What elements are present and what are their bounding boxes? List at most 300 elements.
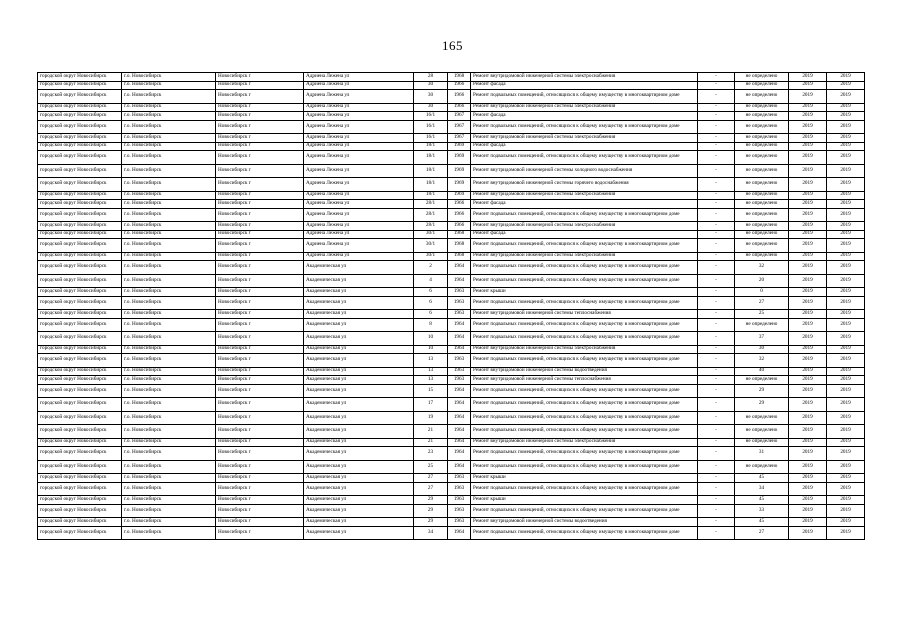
work-type-cell: Ремонт фасада [471, 230, 698, 239]
work-type-cell: Ремонт фасада [471, 112, 698, 121]
table-row [38, 496, 865, 505]
cost-cell: не определено [735, 112, 789, 121]
street-cell: Адриена Лежена ул [304, 191, 414, 200]
build-year-cell: 1964 [448, 274, 471, 288]
municipal-district-cell: городской округ Новосибирск [38, 526, 122, 540]
work-type-cell: Ремонт подвальных помещений, относящихся к общему имуществу в многоквартирном доме [471, 239, 698, 253]
municipal-district-cell: городской округ Новосибирск [38, 103, 122, 112]
build-year-cell: 1964 [448, 384, 471, 398]
work-type-cell: Ремонт внутридомовой инженерной системы электроснабжения [471, 438, 698, 447]
city-cell: Новосибирск г [216, 252, 304, 261]
work-type-cell: Ремонт подвальных помещений, относящихся к общему имуществу в многоквартирном доме [471, 354, 698, 368]
cost-cell: не определено [735, 200, 789, 209]
city-cell: Новосибирск г [216, 288, 304, 297]
municipal-district-cell: городской округ Новосибирск [38, 164, 122, 178]
planned-end-year-cell: 2019 [827, 384, 865, 398]
planned-end-year-cell: 2019 [827, 367, 865, 376]
build-year-cell: 1963 [448, 496, 471, 505]
planned-start-year-cell: 2019 [789, 252, 827, 261]
build-year-cell: 1966 [448, 90, 471, 104]
planned-end-year-cell: 2019 [827, 526, 865, 540]
settlement-cell: г.о. Новосибирск [122, 222, 216, 231]
city-cell: Новосибирск г [216, 345, 304, 354]
street-cell: Академическая ул [304, 384, 414, 398]
planned-end-year-cell: 2019 [827, 376, 865, 385]
build-year-cell: 1966 [448, 81, 471, 90]
cost-cell: не определено [735, 134, 789, 143]
house-number-cell: 30 [414, 103, 448, 112]
house-number-cell: 21 [414, 438, 448, 447]
planned-start-year-cell: 2019 [789, 230, 827, 239]
cost-cell: 37 [735, 332, 789, 346]
settlement-cell: г.о. Новосибирск [122, 208, 216, 222]
work-volume-cell: - [698, 90, 735, 104]
planned-end-year-cell: 2019 [827, 142, 865, 151]
street-cell: Адриена Лежена ул [304, 81, 414, 90]
city-cell: Новосибирск г [216, 191, 304, 200]
municipal-district-cell: городской округ Новосибирск [38, 230, 122, 239]
build-year-cell: 1964 [448, 411, 471, 425]
table-row [38, 151, 865, 165]
street-cell: Адриена Лежена ул [304, 120, 414, 134]
street-cell: Адриена Лежена ул [304, 164, 414, 178]
planned-start-year-cell: 2019 [789, 518, 827, 527]
planned-end-year-cell: 2019 [827, 310, 865, 319]
build-year-cell: 1963 [448, 310, 471, 319]
city-cell: Новосибирск г [216, 411, 304, 425]
work-volume-cell: - [698, 178, 735, 192]
cost-cell: 31 [735, 447, 789, 461]
table-row [38, 398, 865, 412]
planned-end-year-cell: 2019 [827, 296, 865, 310]
work-volume-cell: - [698, 81, 735, 90]
table-row [38, 310, 865, 319]
planned-start-year-cell: 2019 [789, 376, 827, 385]
city-cell: Новосибирск г [216, 376, 304, 385]
settlement-cell: г.о. Новосибирск [122, 332, 216, 346]
settlement-cell: г.о. Новосибирск [122, 274, 216, 288]
work-volume-cell: - [698, 142, 735, 151]
table-row [38, 288, 865, 297]
build-year-cell: 1969 [448, 151, 471, 165]
municipal-district-cell: городской округ Новосибирск [38, 504, 122, 518]
planned-end-year-cell: 2019 [827, 134, 865, 143]
planned-end-year-cell: 2019 [827, 411, 865, 425]
municipal-district-cell: городской округ Новосибирск [38, 200, 122, 209]
table-row [38, 482, 865, 496]
cost-cell: 27 [735, 296, 789, 310]
municipal-district-cell: городской округ Новосибирск [38, 73, 122, 82]
cost-cell: 27 [735, 526, 789, 540]
street-cell: Академическая ул [304, 261, 414, 275]
municipal-district-cell: городской округ Новосибирск [38, 332, 122, 346]
settlement-cell: г.о. Новосибирск [122, 376, 216, 385]
work-type-cell: Ремонт внутридомовой инженерной системы электроснабжения [471, 191, 698, 200]
table-row [38, 103, 865, 112]
street-cell: Адриена Лежена ул [304, 230, 414, 239]
work-volume-cell: - [698, 200, 735, 209]
house-number-cell: 21 [414, 425, 448, 439]
house-number-cell: 29 [414, 504, 448, 518]
municipal-district-cell: городской округ Новосибирск [38, 252, 122, 261]
work-volume-cell: - [698, 239, 735, 253]
cost-cell: не определено [735, 142, 789, 151]
work-volume-cell: - [698, 438, 735, 447]
table-row [38, 411, 865, 425]
work-volume-cell: - [698, 474, 735, 483]
cost-cell: не определено [735, 151, 789, 165]
planned-end-year-cell: 2019 [827, 447, 865, 461]
house-number-cell: 18/1 [414, 151, 448, 165]
planned-end-year-cell: 2019 [827, 112, 865, 121]
house-number-cell: 34 [414, 526, 448, 540]
work-type-cell: Ремонт подвальных помещений, относящихся к общему имуществу в многоквартирном доме [471, 208, 698, 222]
work-type-cell: Ремонт подвальных помещений, относящихся к общему имуществу в многоквартирном доме [471, 460, 698, 474]
planned-start-year-cell: 2019 [789, 296, 827, 310]
work-volume-cell: - [698, 482, 735, 496]
planned-start-year-cell: 2019 [789, 81, 827, 90]
work-type-cell: Ремонт подвальных помещений, относящихся к общему имуществу в многоквартирном доме [471, 482, 698, 496]
planned-start-year-cell: 2019 [789, 496, 827, 505]
house-number-cell: 30 [414, 90, 448, 104]
city-cell: Новосибирск г [216, 178, 304, 192]
work-volume-cell: - [698, 384, 735, 398]
city-cell: Новосибирск г [216, 208, 304, 222]
work-volume-cell: - [698, 318, 735, 332]
build-year-cell: 1964 [448, 447, 471, 461]
work-type-cell: Ремонт подвальных помещений, относящихся к общему имуществу в многоквартирном доме [471, 447, 698, 461]
street-cell: Адриена Лежена ул [304, 151, 414, 165]
work-type-cell: Ремонт подвальных помещений, относящихся к общему имуществу в многоквартирном доме [471, 151, 698, 165]
table-row [38, 230, 865, 239]
street-cell: Академическая ул [304, 526, 414, 540]
work-type-cell: Ремонт подвальных помещений, относящихся к общему имуществу в многоквартирном доме [471, 526, 698, 540]
city-cell: Новосибирск г [216, 460, 304, 474]
work-volume-cell: - [698, 261, 735, 275]
table-row [38, 222, 865, 231]
settlement-cell: г.о. Новосибирск [122, 504, 216, 518]
settlement-cell: г.о. Новосибирск [122, 345, 216, 354]
planned-end-year-cell: 2019 [827, 151, 865, 165]
settlement-cell: г.о. Новосибирск [122, 296, 216, 310]
cost-cell: не определено [735, 376, 789, 385]
planned-start-year-cell: 2019 [789, 447, 827, 461]
build-year-cell: 1969 [448, 178, 471, 192]
cost-cell: не определено [735, 438, 789, 447]
settlement-cell: г.о. Новосибирск [122, 367, 216, 376]
street-cell: Адриена Лежена ул [304, 222, 414, 231]
planned-end-year-cell: 2019 [827, 518, 865, 527]
municipal-district-cell: городской округ Новосибирск [38, 398, 122, 412]
settlement-cell: г.о. Новосибирск [122, 178, 216, 192]
build-year-cell: 1964 [448, 261, 471, 275]
planned-start-year-cell: 2019 [789, 90, 827, 104]
municipal-district-cell: городской округ Новосибирск [38, 112, 122, 121]
work-volume-cell: - [698, 367, 735, 376]
street-cell: Адриена Лежена ул [304, 90, 414, 104]
build-year-cell: 1963 [448, 367, 471, 376]
table-row [38, 120, 865, 134]
street-cell: Адриена Лежена ул [304, 239, 414, 253]
build-year-cell: 1967 [448, 120, 471, 134]
work-volume-cell: - [698, 526, 735, 540]
table-row [38, 474, 865, 483]
repair-registry-table [37, 72, 865, 540]
city-cell: Новосибирск г [216, 261, 304, 275]
cost-cell: не определено [735, 208, 789, 222]
work-volume-cell: - [698, 345, 735, 354]
planned-start-year-cell: 2019 [789, 332, 827, 346]
street-cell: Академическая ул [304, 296, 414, 310]
table-row [38, 142, 865, 151]
table-row [38, 296, 865, 310]
house-number-cell: 30 [414, 81, 448, 90]
house-number-cell: 18/1 [414, 191, 448, 200]
planned-end-year-cell: 2019 [827, 222, 865, 231]
city-cell: Новосибирск г [216, 230, 304, 239]
planned-end-year-cell: 2019 [827, 261, 865, 275]
municipal-district-cell: городской округ Новосибирск [38, 296, 122, 310]
municipal-district-cell: городской округ Новосибирск [38, 376, 122, 385]
municipal-district-cell: городской округ Новосибирск [38, 120, 122, 134]
city-cell: Новосибирск г [216, 239, 304, 253]
house-number-cell: 10 [414, 345, 448, 354]
city-cell: Новосибирск г [216, 474, 304, 483]
build-year-cell: 1964 [448, 526, 471, 540]
settlement-cell: г.о. Новосибирск [122, 134, 216, 143]
house-number-cell: 29 [414, 518, 448, 527]
house-number-cell: 18/1 [414, 164, 448, 178]
build-year-cell: 1966 [448, 103, 471, 112]
house-number-cell: 13 [414, 376, 448, 385]
planned-start-year-cell: 2019 [789, 318, 827, 332]
work-volume-cell: - [698, 288, 735, 297]
city-cell: Новосибирск г [216, 296, 304, 310]
city-cell: Новосибирск г [216, 367, 304, 376]
work-type-cell: Ремонт подвальных помещений, относящихся к общему имуществу в многоквартирном доме [471, 398, 698, 412]
planned-end-year-cell: 2019 [827, 504, 865, 518]
city-cell: Новосибирск г [216, 222, 304, 231]
municipal-district-cell: городской округ Новосибирск [38, 191, 122, 200]
work-volume-cell: - [698, 425, 735, 439]
work-volume-cell: - [698, 376, 735, 385]
street-cell: Академическая ул [304, 332, 414, 346]
table-row [38, 200, 865, 209]
cost-cell: не определено [735, 81, 789, 90]
work-type-cell: Ремонт фасада [471, 200, 698, 209]
build-year-cell: 1966 [448, 222, 471, 231]
house-number-cell: 16/1 [414, 120, 448, 134]
street-cell: Академическая ул [304, 447, 414, 461]
settlement-cell: г.о. Новосибирск [122, 230, 216, 239]
planned-end-year-cell: 2019 [827, 164, 865, 178]
municipal-district-cell: городской округ Новосибирск [38, 310, 122, 319]
city-cell: Новосибирск г [216, 438, 304, 447]
municipal-district-cell: городской округ Новосибирск [38, 239, 122, 253]
settlement-cell: г.о. Новосибирск [122, 120, 216, 134]
street-cell: Адриена Лежена ул [304, 200, 414, 209]
street-cell: Адриена Лежена ул [304, 134, 414, 143]
cost-cell: 33 [735, 504, 789, 518]
city-cell: Новосибирск г [216, 90, 304, 104]
street-cell: Академическая ул [304, 288, 414, 297]
street-cell: Адриена Лежена ул [304, 73, 414, 82]
city-cell: Новосибирск г [216, 200, 304, 209]
city-cell: Новосибирск г [216, 142, 304, 151]
build-year-cell: 1963 [448, 354, 471, 368]
city-cell: Новосибирск г [216, 274, 304, 288]
build-year-cell: 1963 [448, 296, 471, 310]
settlement-cell: г.о. Новосибирск [122, 90, 216, 104]
table-row [38, 518, 865, 527]
house-number-cell: 30/1 [414, 252, 448, 261]
settlement-cell: г.о. Новосибирск [122, 398, 216, 412]
work-type-cell: Ремонт внутридомовой инженерной системы электроснабжения [471, 73, 698, 82]
cost-cell: 25 [735, 310, 789, 319]
planned-start-year-cell: 2019 [789, 482, 827, 496]
settlement-cell: г.о. Новосибирск [122, 112, 216, 121]
house-number-cell: 27 [414, 482, 448, 496]
work-type-cell: Ремонт внутридомовой инженерной системы электроснабжения [471, 252, 698, 261]
municipal-district-cell: городской округ Новосибирск [38, 178, 122, 192]
work-volume-cell: - [698, 134, 735, 143]
table-row [38, 504, 865, 518]
table-row [38, 134, 865, 143]
work-type-cell: Ремонт подвальных помещений, относящихся к общему имуществу в многоквартирном доме [471, 332, 698, 346]
cost-cell: не определено [735, 239, 789, 253]
work-volume-cell: - [698, 164, 735, 178]
work-type-cell: Ремонт внутридомовой инженерной системы теплоснабжения [471, 310, 698, 319]
planned-start-year-cell: 2019 [789, 384, 827, 398]
page-number: 165 [442, 38, 463, 53]
planned-end-year-cell: 2019 [827, 425, 865, 439]
house-number-cell: 16/1 [414, 112, 448, 121]
table-row [38, 81, 865, 90]
planned-end-year-cell: 2019 [827, 252, 865, 261]
street-cell: Академическая ул [304, 376, 414, 385]
settlement-cell: г.о. Новосибирск [122, 310, 216, 319]
house-number-cell: 8 [414, 318, 448, 332]
build-year-cell: 1969 [448, 191, 471, 200]
work-volume-cell: - [698, 518, 735, 527]
work-volume-cell: - [698, 222, 735, 231]
work-volume-cell: - [698, 296, 735, 310]
planned-end-year-cell: 2019 [827, 200, 865, 209]
work-type-cell: Ремонт подвальных помещений, относящихся к общему имуществу в многоквартирном доме [471, 120, 698, 134]
planned-end-year-cell: 2019 [827, 239, 865, 253]
planned-start-year-cell: 2019 [789, 134, 827, 143]
street-cell: Академическая ул [304, 398, 414, 412]
street-cell: Академическая ул [304, 438, 414, 447]
city-cell: Новосибирск г [216, 447, 304, 461]
build-year-cell: 1964 [448, 332, 471, 346]
street-cell: Академическая ул [304, 318, 414, 332]
street-cell: Академическая ул [304, 460, 414, 474]
table-row [38, 178, 865, 192]
work-type-cell: Ремонт внутридомовой инженерной системы горячего водоснабжения [471, 178, 698, 192]
municipal-district-cell: городской округ Новосибирск [38, 460, 122, 474]
cost-cell: 45 [735, 518, 789, 527]
planned-end-year-cell: 2019 [827, 354, 865, 368]
municipal-district-cell: городской округ Новосибирск [38, 288, 122, 297]
cost-cell: 29 [735, 398, 789, 412]
house-number-cell: 23 [414, 447, 448, 461]
planned-start-year-cell: 2019 [789, 474, 827, 483]
planned-end-year-cell: 2019 [827, 81, 865, 90]
planned-start-year-cell: 2019 [789, 460, 827, 474]
build-year-cell: 1964 [448, 460, 471, 474]
build-year-cell: 1964 [448, 398, 471, 412]
cost-cell: не определено [735, 191, 789, 200]
cost-cell: не определено [735, 178, 789, 192]
house-number-cell: 28/1 [414, 208, 448, 222]
municipal-district-cell: городской округ Новосибирск [38, 261, 122, 275]
table-row [38, 318, 865, 332]
municipal-district-cell: городской округ Новосибирск [38, 318, 122, 332]
city-cell: Новосибирск г [216, 504, 304, 518]
municipal-district-cell: городской округ Новосибирск [38, 425, 122, 439]
settlement-cell: г.о. Новосибирск [122, 447, 216, 461]
street-cell: Академическая ул [304, 504, 414, 518]
work-volume-cell: - [698, 274, 735, 288]
house-number-cell: 2 [414, 261, 448, 275]
settlement-cell: г.о. Новосибирск [122, 261, 216, 275]
work-type-cell: Ремонт фасада [471, 142, 698, 151]
table-row [38, 274, 865, 288]
planned-start-year-cell: 2019 [789, 526, 827, 540]
settlement-cell: г.о. Новосибирск [122, 81, 216, 90]
planned-end-year-cell: 2019 [827, 460, 865, 474]
build-year-cell: 1966 [448, 208, 471, 222]
cost-cell: 45 [735, 496, 789, 505]
planned-start-year-cell: 2019 [789, 208, 827, 222]
municipal-district-cell: городской округ Новосибирск [38, 345, 122, 354]
planned-end-year-cell: 2019 [827, 474, 865, 483]
work-type-cell: Ремонт подвальных помещений, относящихся к общему имуществу в многоквартирном доме [471, 411, 698, 425]
planned-start-year-cell: 2019 [789, 354, 827, 368]
build-year-cell: 1964 [448, 425, 471, 439]
planned-end-year-cell: 2019 [827, 318, 865, 332]
work-type-cell: Ремонт внутридомовой инженерной системы водоотведения [471, 518, 698, 527]
cost-cell: не определено [735, 425, 789, 439]
settlement-cell: г.о. Новосибирск [122, 318, 216, 332]
work-volume-cell: - [698, 398, 735, 412]
work-type-cell: Ремонт крыши [471, 474, 698, 483]
municipal-district-cell: городской округ Новосибирск [38, 496, 122, 505]
build-year-cell: 1963 [448, 482, 471, 496]
street-cell: Академическая ул [304, 345, 414, 354]
work-volume-cell: - [698, 103, 735, 112]
settlement-cell: г.о. Новосибирск [122, 288, 216, 297]
table-row [38, 367, 865, 376]
street-cell: Академическая ул [304, 310, 414, 319]
build-year-cell: 1969 [448, 164, 471, 178]
table-row [38, 384, 865, 398]
work-volume-cell: - [698, 252, 735, 261]
municipal-district-cell: городской округ Новосибирск [38, 482, 122, 496]
work-volume-cell: - [698, 460, 735, 474]
cost-cell: не определено [735, 230, 789, 239]
table-row [38, 112, 865, 121]
work-volume-cell: - [698, 447, 735, 461]
city-cell: Новосибирск г [216, 482, 304, 496]
build-year-cell: 1967 [448, 112, 471, 121]
house-number-cell: 6 [414, 296, 448, 310]
work-volume-cell: - [698, 73, 735, 82]
municipal-district-cell: городской округ Новосибирск [38, 354, 122, 368]
house-number-cell: 18/1 [414, 142, 448, 151]
cost-cell: не определено [735, 318, 789, 332]
